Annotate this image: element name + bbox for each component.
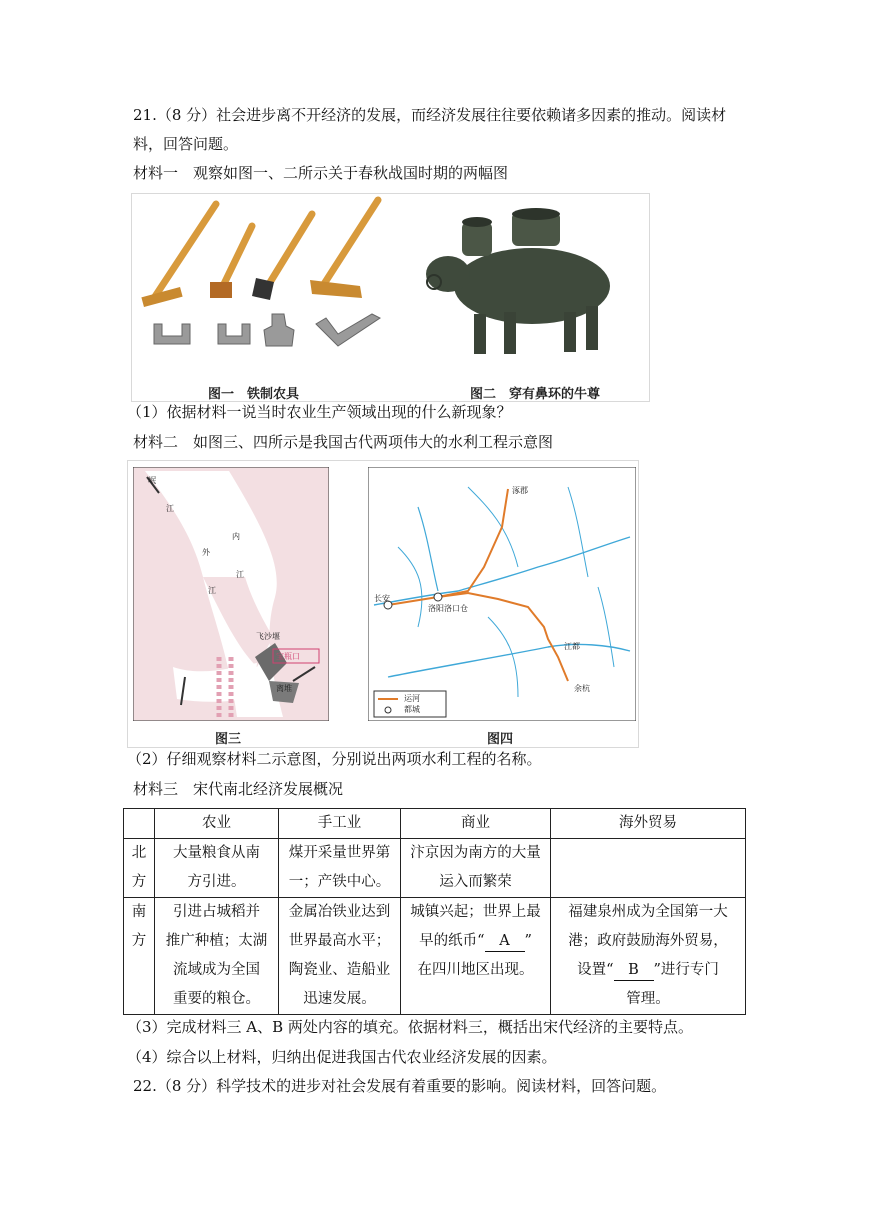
table-header-overseas-trade: 海外贸易 [551, 809, 746, 839]
q21-intro-line2: 料，回答问题。 [133, 135, 239, 153]
figure-3-4-panel [127, 460, 639, 748]
south-commerce: 城镇兴起；世界上最 早的纸币“ A ” 在四川地区出现。 [401, 898, 551, 1015]
figure-3-caption: 图三 [215, 732, 242, 747]
material1-heading: 材料一 观察如图一、二所示关于春秋战国时期的两幅图 [133, 164, 509, 182]
figure-1-2-panel [131, 193, 650, 402]
material3-heading: 材料三 宋代南北经济发展概况 [133, 780, 344, 798]
table-row-north [124, 839, 746, 898]
fig4-label-changan: 长安 [374, 594, 390, 603]
bronze-ox-zun-image [422, 202, 642, 382]
fig3-label-outer-1: 外 [202, 548, 210, 557]
north-overseas-trade [551, 839, 746, 898]
row-label-north: 北 方 [124, 839, 155, 898]
fig3-label-jiang: 江 [166, 504, 174, 513]
table-header-row [124, 809, 746, 839]
fig3-label-min: 岷 [148, 476, 156, 485]
question-1: （1）依据材料一说当时农业生产领域出现的什么新现象？ [127, 403, 512, 421]
fig3-label-feishayan: 飞沙堰 [256, 632, 280, 641]
table-row-south [124, 898, 746, 1015]
north-agriculture: 大量粮食从南 方引进。 [155, 839, 279, 898]
south-overseas-trade: 福建泉州成为全国第一大 港；政府鼓励海外贸易， 设置“ B ”进行专门 管理。 [551, 898, 746, 1015]
fig4-label-zhuojun: 涿郡 [512, 486, 528, 495]
fig3-label-inner-1: 内 [232, 532, 240, 541]
fig3-label-baopingkou: 宝瓶口 [276, 652, 300, 661]
q21-intro-line1: 21.（8 分）社会进步离不开经济的发展，而经济发展往往要依赖诸多因素的推动。阅读材 [133, 106, 727, 124]
table-header-empty [124, 809, 155, 839]
table-header-agriculture: 农业 [155, 809, 279, 839]
material2-heading: 材料二 如图三、四所示是我国古代两项伟大的水利工程示意图 [133, 433, 554, 451]
question-2: （2）仔细观察材料二示意图，分别说出两项水利工程的名称。 [127, 750, 542, 768]
blank-a[interactable]: A [485, 931, 525, 952]
dujiangyan-map [133, 467, 329, 721]
table-header-handicraft: 手工业 [279, 809, 401, 839]
figure-2-caption: 图二 穿有鼻环的牛尊 [470, 387, 601, 402]
north-handicraft: 煤开采量世界第 一；产铁中心。 [279, 839, 401, 898]
figure-4-caption: 图四 [487, 732, 514, 747]
table-header-commerce: 商业 [401, 809, 551, 839]
question-4: （4）综合以上材料，归纳出促进我国古代农业经济发展的因素。 [127, 1048, 557, 1066]
north-commerce: 汴京因为南方的大量 运入而繁荣 [401, 839, 551, 898]
fig4-label-luoyang: 洛阳洛口仓 [428, 604, 468, 613]
question-3: （3）完成材料三 A、B 两处内容的填充。依据材料三，概括出宋代经济的主要特点。 [127, 1018, 693, 1036]
figure-1-caption: 图一 铁制农具 [208, 387, 300, 402]
fig3-label-inner-2: 江 [236, 570, 244, 579]
fig4-legend-city: 都城 [404, 705, 420, 714]
south-agriculture: 引进占城稻并 推广种植；太湖 流域成为全国 重要的粮仓。 [155, 898, 279, 1015]
blank-b[interactable]: B [614, 960, 654, 981]
iron-farm-tools-image [134, 196, 404, 376]
fig4-label-yuhang: 余杭 [574, 684, 590, 693]
song-economy-table [123, 808, 746, 1015]
q22-intro: 22.（8 分）科学技术的进步对社会发展有着重要的影响。阅读材料，回答问题。 [133, 1077, 667, 1095]
fig4-label-jiangdu: 江都 [564, 642, 580, 651]
fig3-label-outer-2: 江 [208, 586, 216, 595]
fig4-legend-canal: 运河 [404, 694, 420, 703]
fig3-label-liwei: 离堆 [276, 684, 292, 693]
grand-canal-map [368, 467, 636, 721]
south-handicraft: 金属冶铁业达到 世界最高水平； 陶瓷业、造船业 迅速发展。 [279, 898, 401, 1015]
row-label-south: 南 方 [124, 898, 155, 1015]
